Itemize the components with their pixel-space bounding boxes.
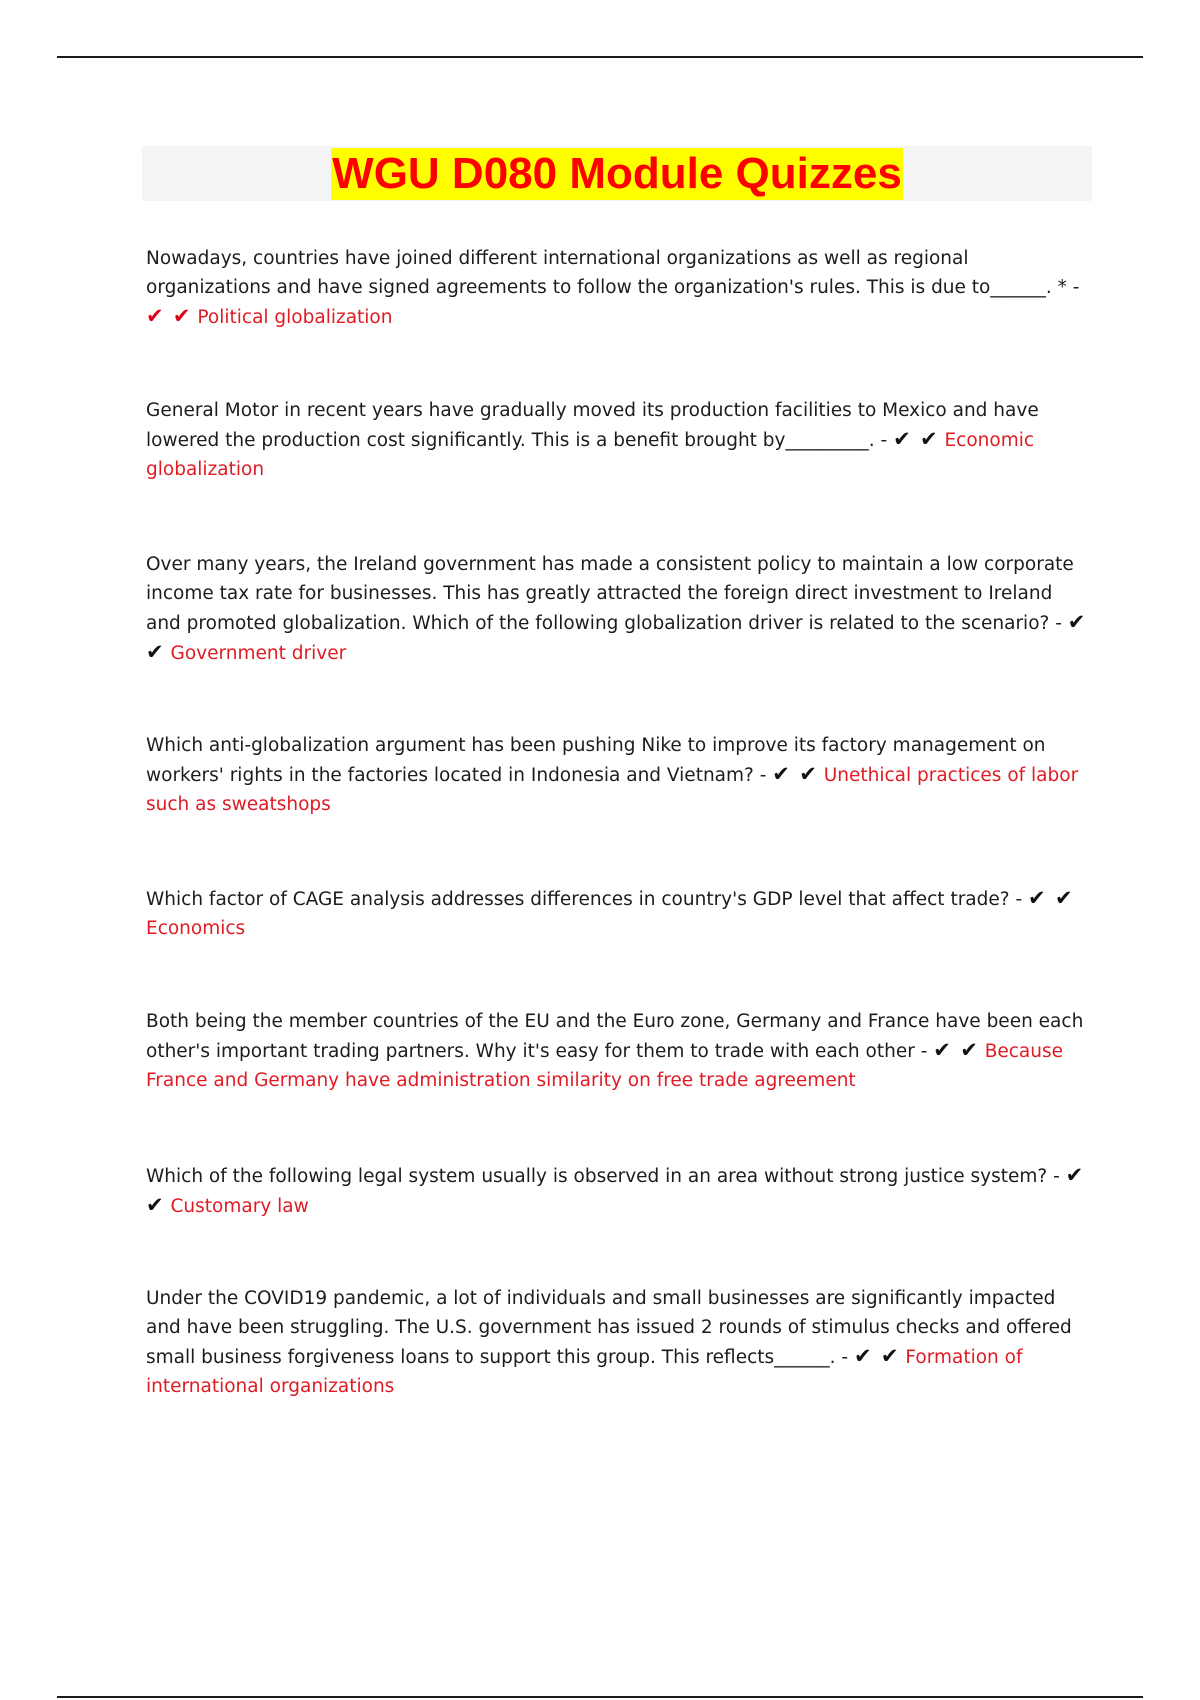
question-text: General Motor in recent years have gradually moved its production facilities to Mexico and have lowered the production cost significantly. This is a benefit brought by_________. - bbox=[146, 400, 1039, 451]
checkmark-icon: ✔ ✔ bbox=[146, 610, 1087, 664]
answer-text: Political globalization bbox=[197, 307, 393, 328]
answer-text: Economic globalization bbox=[146, 430, 1035, 480]
document-title: WGU D080 Module Quizzes bbox=[332, 149, 902, 198]
checkmark-icon: ✔ ✔ bbox=[772, 762, 818, 786]
bottom-rule bbox=[57, 1696, 1143, 1698]
answer-text: Formation of international organizations bbox=[146, 1347, 1023, 1397]
qa-item-1 bbox=[146, 244, 1092, 332]
title-banner bbox=[142, 146, 1092, 201]
answer-text: Customary law bbox=[170, 1196, 309, 1217]
qa-item-3 bbox=[146, 550, 1092, 668]
question-text: Which anti-globalization argument has been pushing Nike to improve its factory management on workers' rights in the factories located in Indonesia and Vietnam? - bbox=[146, 735, 1046, 786]
checkmark-icon: ✔ ✔ bbox=[1028, 886, 1074, 910]
qa-item-5 bbox=[146, 884, 1092, 943]
qa-item-6 bbox=[146, 1007, 1092, 1095]
answer-text: Unethical practices of labor such as sweatshops bbox=[146, 765, 1079, 815]
question-text: Over many years, the Ireland government has made a consistent policy to maintain a low corporate income tax rate for businesses. This has greatly attracted the foreign direct investment to Ireland and promoted globalization. Which of the following globalization driver is related to the scenario? - bbox=[146, 554, 1074, 634]
top-rule bbox=[57, 56, 1143, 58]
checkmark-icon: ✔ ✔ bbox=[146, 304, 192, 328]
question-text: Nowadays, countries have joined different international organizations as well as regional organizations and have signed agreements to follow the organization's rules. This is due to______. * - bbox=[146, 248, 1080, 298]
qa-item-7 bbox=[146, 1161, 1092, 1221]
checkmark-icon: ✔ ✔ bbox=[853, 1344, 900, 1368]
question-text: Which of the following legal system usually is observed in an area without strong justice system? - bbox=[146, 1166, 1060, 1187]
question-text: Both being the member countries of the EU and the Euro zone, Germany and France have been each other's important trading partners. Why it's easy for them to trade with each other - bbox=[146, 1011, 1084, 1062]
qa-item-8 bbox=[146, 1284, 1092, 1401]
qa-item-2 bbox=[146, 396, 1092, 484]
qa-item-4 bbox=[146, 731, 1092, 819]
answer-text: Government driver bbox=[170, 643, 347, 664]
question-text: Under the COVID19 pandemic, a lot of individuals and small businesses are significantly impacted and have been struggling. The U.S. government has issued 2 rounds of stimulus checks and offered small business forgiveness loans to support this group. This reflects______. - bbox=[146, 1288, 1072, 1368]
checkmark-icon: ✔ ✔ bbox=[933, 1038, 979, 1062]
question-text: Which factor of CAGE analysis addresses differences in country's GDP level that affect trade? - bbox=[146, 889, 1023, 910]
answer-text: Because France and Germany have administration similarity on free trade agreement bbox=[146, 1041, 1064, 1091]
answer-text: Economics bbox=[146, 918, 246, 939]
checkmark-icon: ✔ ✔ bbox=[893, 427, 939, 451]
checkmark-icon: ✔ ✔ bbox=[146, 1163, 1085, 1217]
